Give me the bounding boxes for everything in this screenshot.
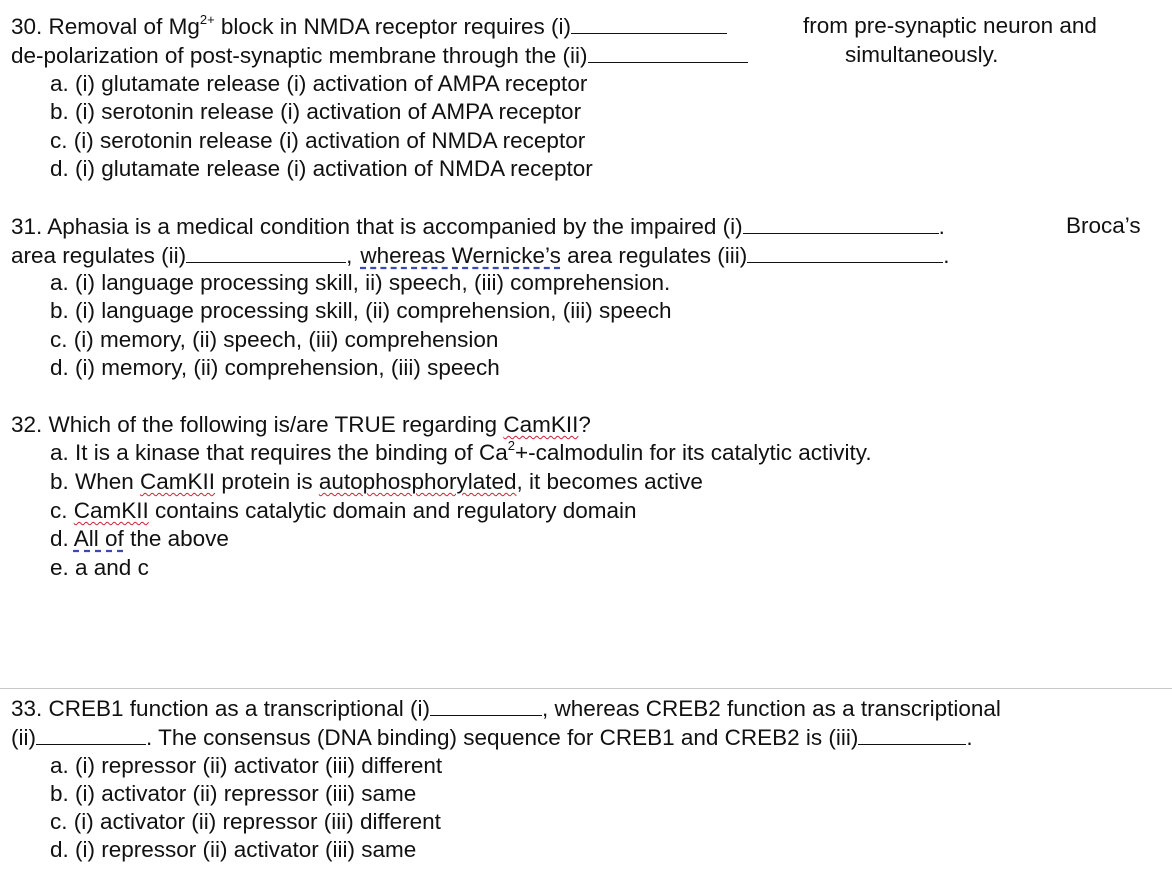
answer-blank-ii[interactable] [36,726,146,745]
q30-stem-line1: 30. Removal of $Mg^{2+}$ block in NMDA receptor requires (i) [11,15,727,39]
page-divider [0,688,1172,689]
q33-option-a[interactable]: a. (i) repressor (ii) activator (iii) different [50,753,443,778]
grammar-underlined-phrase: All of [73,526,124,551]
spellcheck-word: CamKII [503,412,579,437]
q31-stem-line1: 31. Aphasia is a medical condition that is accompanied by the impaired (i) . [11,214,945,239]
q31-stem-line2: area regulates (ii) , whereas Wernicke’s area regulates (iii) . [11,243,950,268]
q30-option-c[interactable]: c. (i) serotonin release (i) activation of NMDA receptor [50,128,586,153]
q33-option-c[interactable]: c. (i) activator (ii) repressor (iii) different [50,809,441,834]
q30-stem-line2-cont: simultaneously. [845,42,999,67]
q30-stem-line2: de-polarization of post-synaptic membrane through the (ii) [11,44,748,68]
q30-option-a[interactable]: a. (i) glutamate release (i) activation of AMPA receptor [50,71,588,96]
q31-option-b[interactable]: b. (i) language processing skill, (ii) comprehension, (iii) speech [50,298,672,323]
q31-stem-line1-cont: Broca’s [1066,213,1141,238]
q30-option-d[interactable]: d. (i) glutamate release (i) activation of NMDA receptor [50,156,593,181]
q31-option-d[interactable]: d. (i) memory, (ii) comprehension, (iii) speech [50,355,500,380]
q30-option-b[interactable]: b. (i) serotonin release (i) activation of AMPA receptor [50,99,582,124]
answer-blank-iii[interactable] [747,244,943,263]
q30-stem-line1-cont: from pre-synaptic neuron and [803,13,1097,38]
answer-blank-ii[interactable] [588,44,748,63]
q32-option-e[interactable]: e. a and c [50,555,149,580]
answer-blank-ii[interactable] [186,244,346,263]
answer-blank-i[interactable] [430,697,542,716]
q32-option-a[interactable]: a. It is a kinase that requires the binding of $Ca^2+$-calmodulin for its catalytic activity. [50,438,872,465]
spellcheck-word: autophosphorylated [318,469,517,494]
q33-stem-line1: 33. CREB1 function as a transcriptional (i) , whereas CREB2 function as a transcriptional [11,696,1001,721]
q32-option-d[interactable]: d. All of the above [50,526,229,551]
q33-option-d[interactable]: d. (i) repressor (ii) activator (iii) same [50,837,417,862]
answer-blank-i[interactable] [571,15,727,34]
answer-blank-iii[interactable] [858,726,966,745]
q33-option-b[interactable]: b. (i) activator (ii) repressor (iii) same [50,781,417,806]
q31-option-c[interactable]: c. (i) memory, (ii) speech, (iii) comprehension [50,327,499,352]
spellcheck-word: CamKII [73,498,149,523]
q32-option-c[interactable]: c. CamKII contains catalytic domain and regulatory domain [50,498,637,523]
q32-option-b[interactable]: b. When CamKII protein is autophosphorylated, it becomes active [50,469,703,494]
spellcheck-underlined-term: whereas Wernicke’s [360,243,561,268]
q33-stem-line2: (ii) . The consensus (DNA binding) sequence for CREB1 and CREB2 is (iii) . [11,725,973,750]
answer-blank-i[interactable] [743,215,939,234]
q31-option-a[interactable]: a. (i) language processing skill, ii) speech, (iii) comprehension. [50,270,671,295]
spellcheck-word: CamKII [140,469,216,494]
q32-stem: 32. Which of the following is/are TRUE regarding CamKII? [11,412,591,437]
